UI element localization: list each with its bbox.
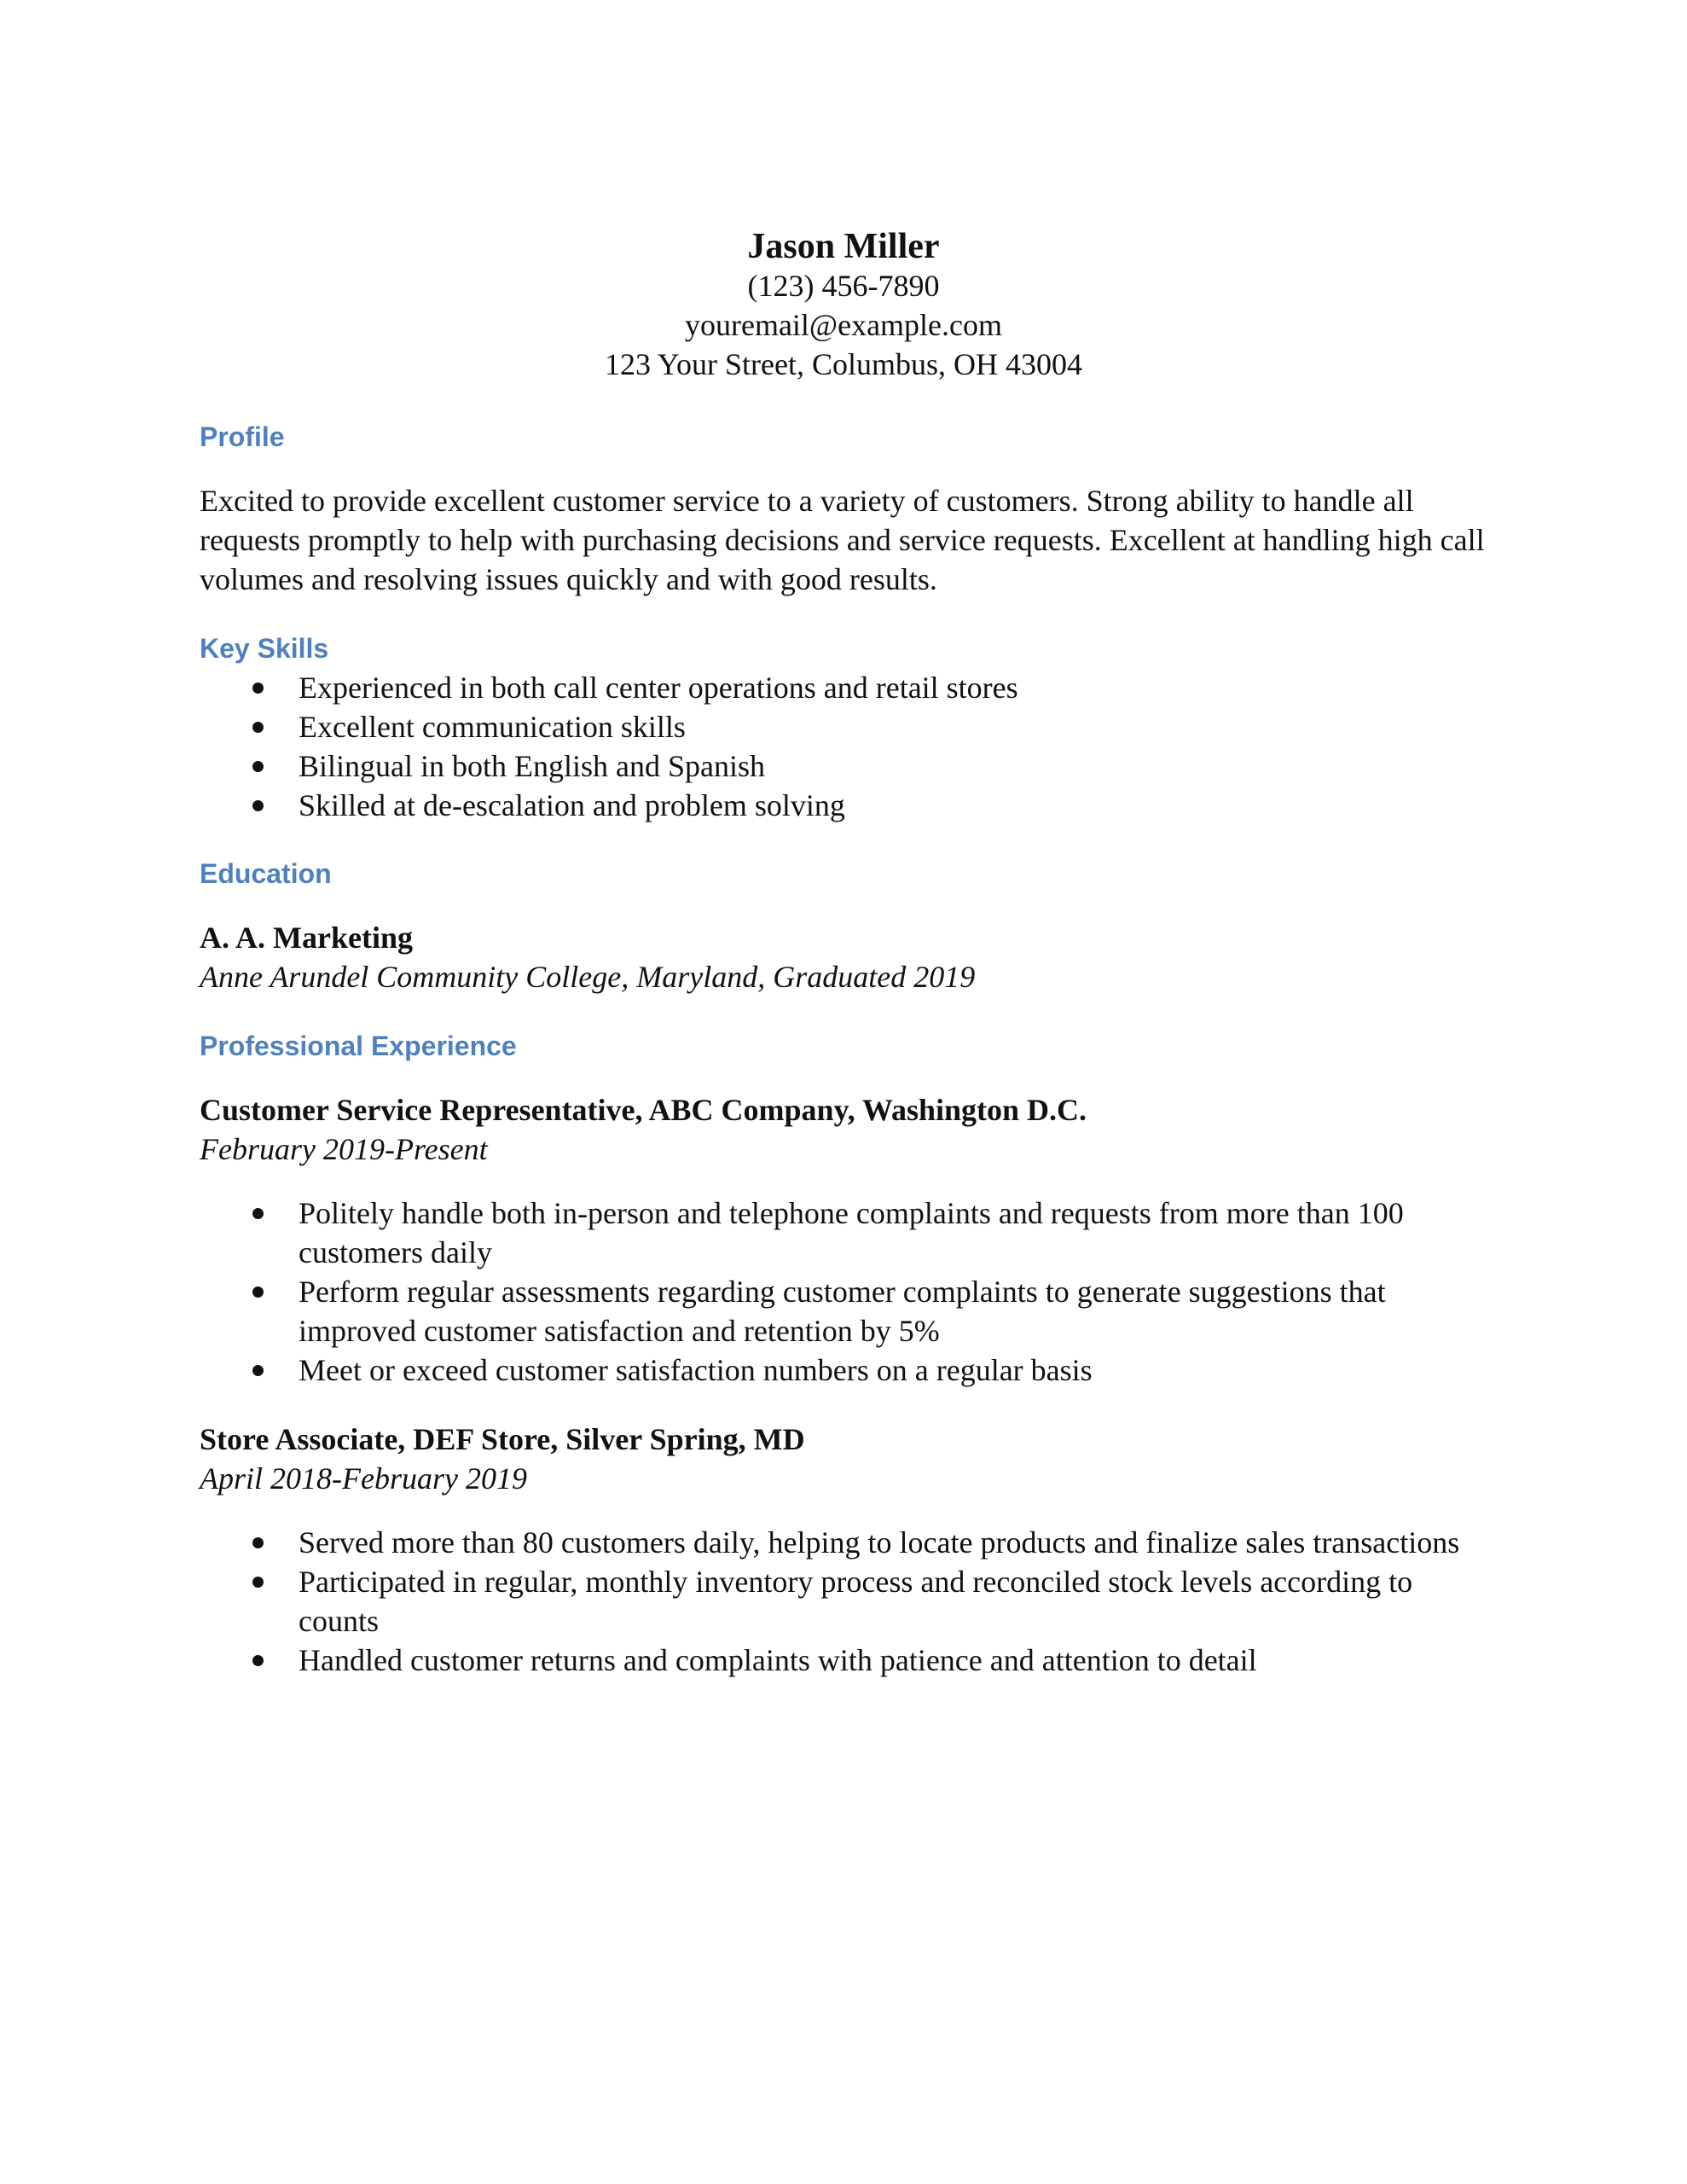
- job-dates: April 2018-February 2019: [200, 1461, 527, 1496]
- section-heading-skills: Key Skills: [200, 633, 329, 664]
- degree: A. A. Marketing: [200, 921, 413, 955]
- job-bullets: [200, 1523, 1504, 1680]
- job-bullets: [200, 1194, 1504, 1390]
- job-title: Store Associate, DEF Store, Silver Spring, MD: [200, 1422, 805, 1456]
- profile-text: Excited to provide excellent customer service to a variety of customers. Strong ability to handle all requests promptly to help with purchasing decisions and service requests. Excellent at handling high call volumes and resolving issues quickly and with good results.: [200, 484, 1485, 596]
- email: youremail@example.com: [684, 308, 1003, 342]
- candidate-name: Jason Miller: [747, 227, 940, 266]
- list-item: Meet or exceed customer satisfaction numbers on a regular basis: [200, 1350, 1475, 1390]
- list-item: Politely handle both in-person and telephone complaints and requests from more than 100 customers daily: [200, 1194, 1475, 1272]
- resume-header: [0, 227, 1687, 384]
- list-item: Excellent communication skills: [200, 707, 1475, 746]
- list-item: Experienced in both call center operations and retail stores: [200, 668, 1475, 707]
- address: 123 Your Street, Columbus, OH 43004: [604, 347, 1083, 381]
- list-item: Handled customer returns and complaints with patience and attention to detail: [200, 1641, 1475, 1680]
- list-item: Participated in regular, monthly inventory process and reconciled stock levels according to counts: [200, 1562, 1475, 1641]
- list-item: Bilingual in both English and Spanish: [200, 746, 1475, 786]
- phone: (123) 456-7890: [747, 269, 940, 303]
- list-item: Perform regular assessments regarding customer complaints to generate suggestions that improved customer satisfaction and retention by 5%: [200, 1272, 1475, 1350]
- job-title: Customer Service Representative, ABC Company, Washington D.C.: [200, 1093, 1087, 1127]
- school: Anne Arundel Community College, Maryland, Graduated 2019: [200, 960, 976, 994]
- skills-list: [200, 668, 1504, 825]
- list-item: Skilled at de-escalation and problem solving: [200, 786, 1475, 825]
- section-heading-education: Education: [200, 858, 332, 889]
- section-heading-profile: Profile: [200, 421, 285, 452]
- job-dates: February 2019-Present: [200, 1132, 488, 1166]
- list-item: Served more than 80 customers daily, helping to locate products and finalize sales transactions: [200, 1523, 1475, 1562]
- section-heading-experience: Professional Experience: [200, 1031, 517, 1061]
